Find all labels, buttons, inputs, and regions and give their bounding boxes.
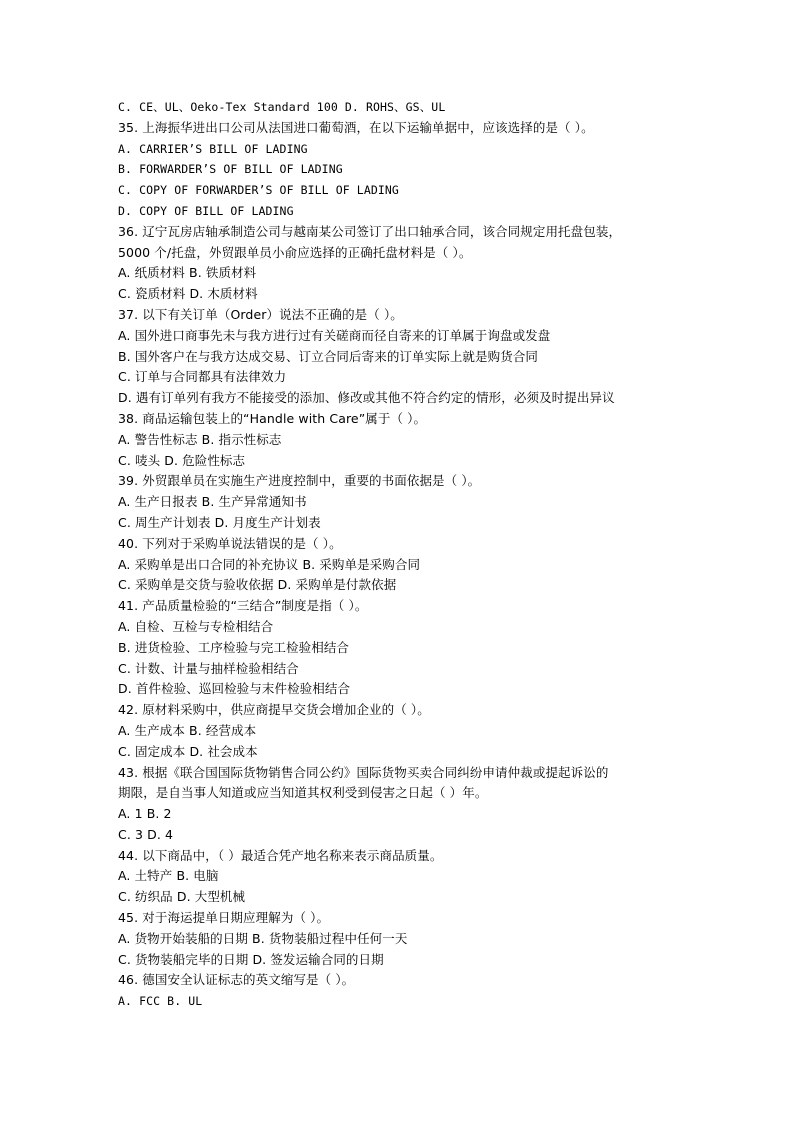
option-line: C. 纺织品 D. 大型机械 <box>118 889 246 905</box>
option-line: A. 警告性标志 B. 指示性标志 <box>118 431 282 447</box>
option-line: C. 瓷质材料 D. 木质材料 <box>118 286 258 302</box>
question-line: 36. 辽宁瓦房店轴承制造公司与越南某公司签订了出口轴承合同，该合同规定用托盘包装， <box>118 223 622 239</box>
option-line: B. 国外客户在与我方达成交易、订立合同后寄来的订单实际上就是购货合同 <box>118 348 539 364</box>
question-line: 45. 对于海运提单日期应理解为（ ）。 <box>118 910 330 926</box>
question-line: 40. 下列对于采购单说法错误的是（ ）。 <box>118 535 342 551</box>
option-line: A. CARRIER’S BILL OF LADING <box>118 141 308 156</box>
option-line: D. 首件检验、巡回检验与末件检验相结合 <box>118 681 351 697</box>
option-line: C. 采购单是交货与验收依据 D. 采购单是付款依据 <box>118 577 397 593</box>
question-line: 46. 德国安全认证标志的英文缩写是（ ）。 <box>118 972 355 988</box>
option-line: A. 货物开始装船的日期 B. 货物装船过程中任何一天 <box>118 930 408 946</box>
option-line: A. FCC B. UL <box>118 994 203 1009</box>
option-line: A. 纸质材料 B. 铁质材料 <box>118 265 257 281</box>
option-line: A. 生产日报表 B. 生产异常通知书 <box>118 494 307 510</box>
option-line: C. 计数、计量与抽样检验相结合 <box>118 660 299 676</box>
option-line: C. 3 D. 4 <box>118 826 174 842</box>
option-line: C. 货物装船完毕的日期 D. 签发运输合同的日期 <box>118 951 384 967</box>
option-line: B. FORWARDER’S OF BILL OF LADING <box>118 162 343 177</box>
option-line: D. COPY OF BILL OF LADING <box>118 203 294 218</box>
option-line: C. 订单与合同都具有法律效力 <box>118 369 287 385</box>
option-line: B. 进货检验、工序检验与完工检验相结合 <box>118 639 350 655</box>
question-line: 42. 原材料采购中，供应商提早交货会增加企业的（ ）。 <box>118 702 430 718</box>
question-line: 41. 产品质量检验的“三结合”制度是指（ ）。 <box>118 598 368 614</box>
option-line: A. 1 B. 2 <box>118 806 172 822</box>
question-line: 39. 外贸跟单员在实施生产进度控制中，重要的书面依据是（ ）。 <box>118 473 481 489</box>
option-line: C. 周生产计划表 D. 月度生产计划表 <box>118 514 321 530</box>
option-line: A. 采购单是出口合同的补充协议 B. 采购单是采购合同 <box>118 556 421 572</box>
option-line: A. 国外进口商事先未与我方进行过有关磋商而径自寄来的订单属于询盘或发盘 <box>118 327 551 343</box>
option-line: A. 土特产 B. 电脑 <box>118 868 219 884</box>
question-line: 43. 根据《联合国国际货物销售合同公约》国际货物买卖合同纠纷申请仲裁或提起诉讼的 <box>118 764 609 780</box>
option-line: C. COPY OF FORWARDER’S OF BILL OF LADING <box>118 183 399 198</box>
question-line: 35. 上海振华进出口公司从法国进口葡萄酒，在以下运输单据中，应该选择的是（ ）。 <box>118 119 594 135</box>
option-line: C. 固定成本 D. 社会成本 <box>118 743 258 759</box>
question-line: 5000 个/托盘，外贸跟单员小俞应选择的正确托盘材料是（ ）。 <box>118 244 472 260</box>
option-line: C. CE、UL、Oeko-Tex Standard 100 D. ROHS、GS、UL <box>118 100 446 114</box>
option-line: A. 自检、互检与专检相结合 <box>118 618 274 634</box>
question-line: 44. 以下商品中，（ ）最适合凭产地名称来表示商品质量。 <box>118 847 443 863</box>
option-line: A. 生产成本 B. 经营成本 <box>118 722 257 738</box>
question-line: 38. 商品运输包装上的“Handle with Care”属于（ ）。 <box>118 410 427 426</box>
question-line: 37. 以下有关订单（Order）说法不正确的是（ ）。 <box>118 306 403 322</box>
option-line: D. 遇有订单列有我方不能接受的添加、修改或其他不符合约定的情形，必须及时提出异议 <box>118 390 615 406</box>
question-line: 期限，是自当事人知道或应当知道其权利受到侵害之日起（ ）年。 <box>118 785 488 801</box>
option-line: C. 唛头 D. 危险性标志 <box>118 452 246 468</box>
document-page <box>118 97 688 1012</box>
